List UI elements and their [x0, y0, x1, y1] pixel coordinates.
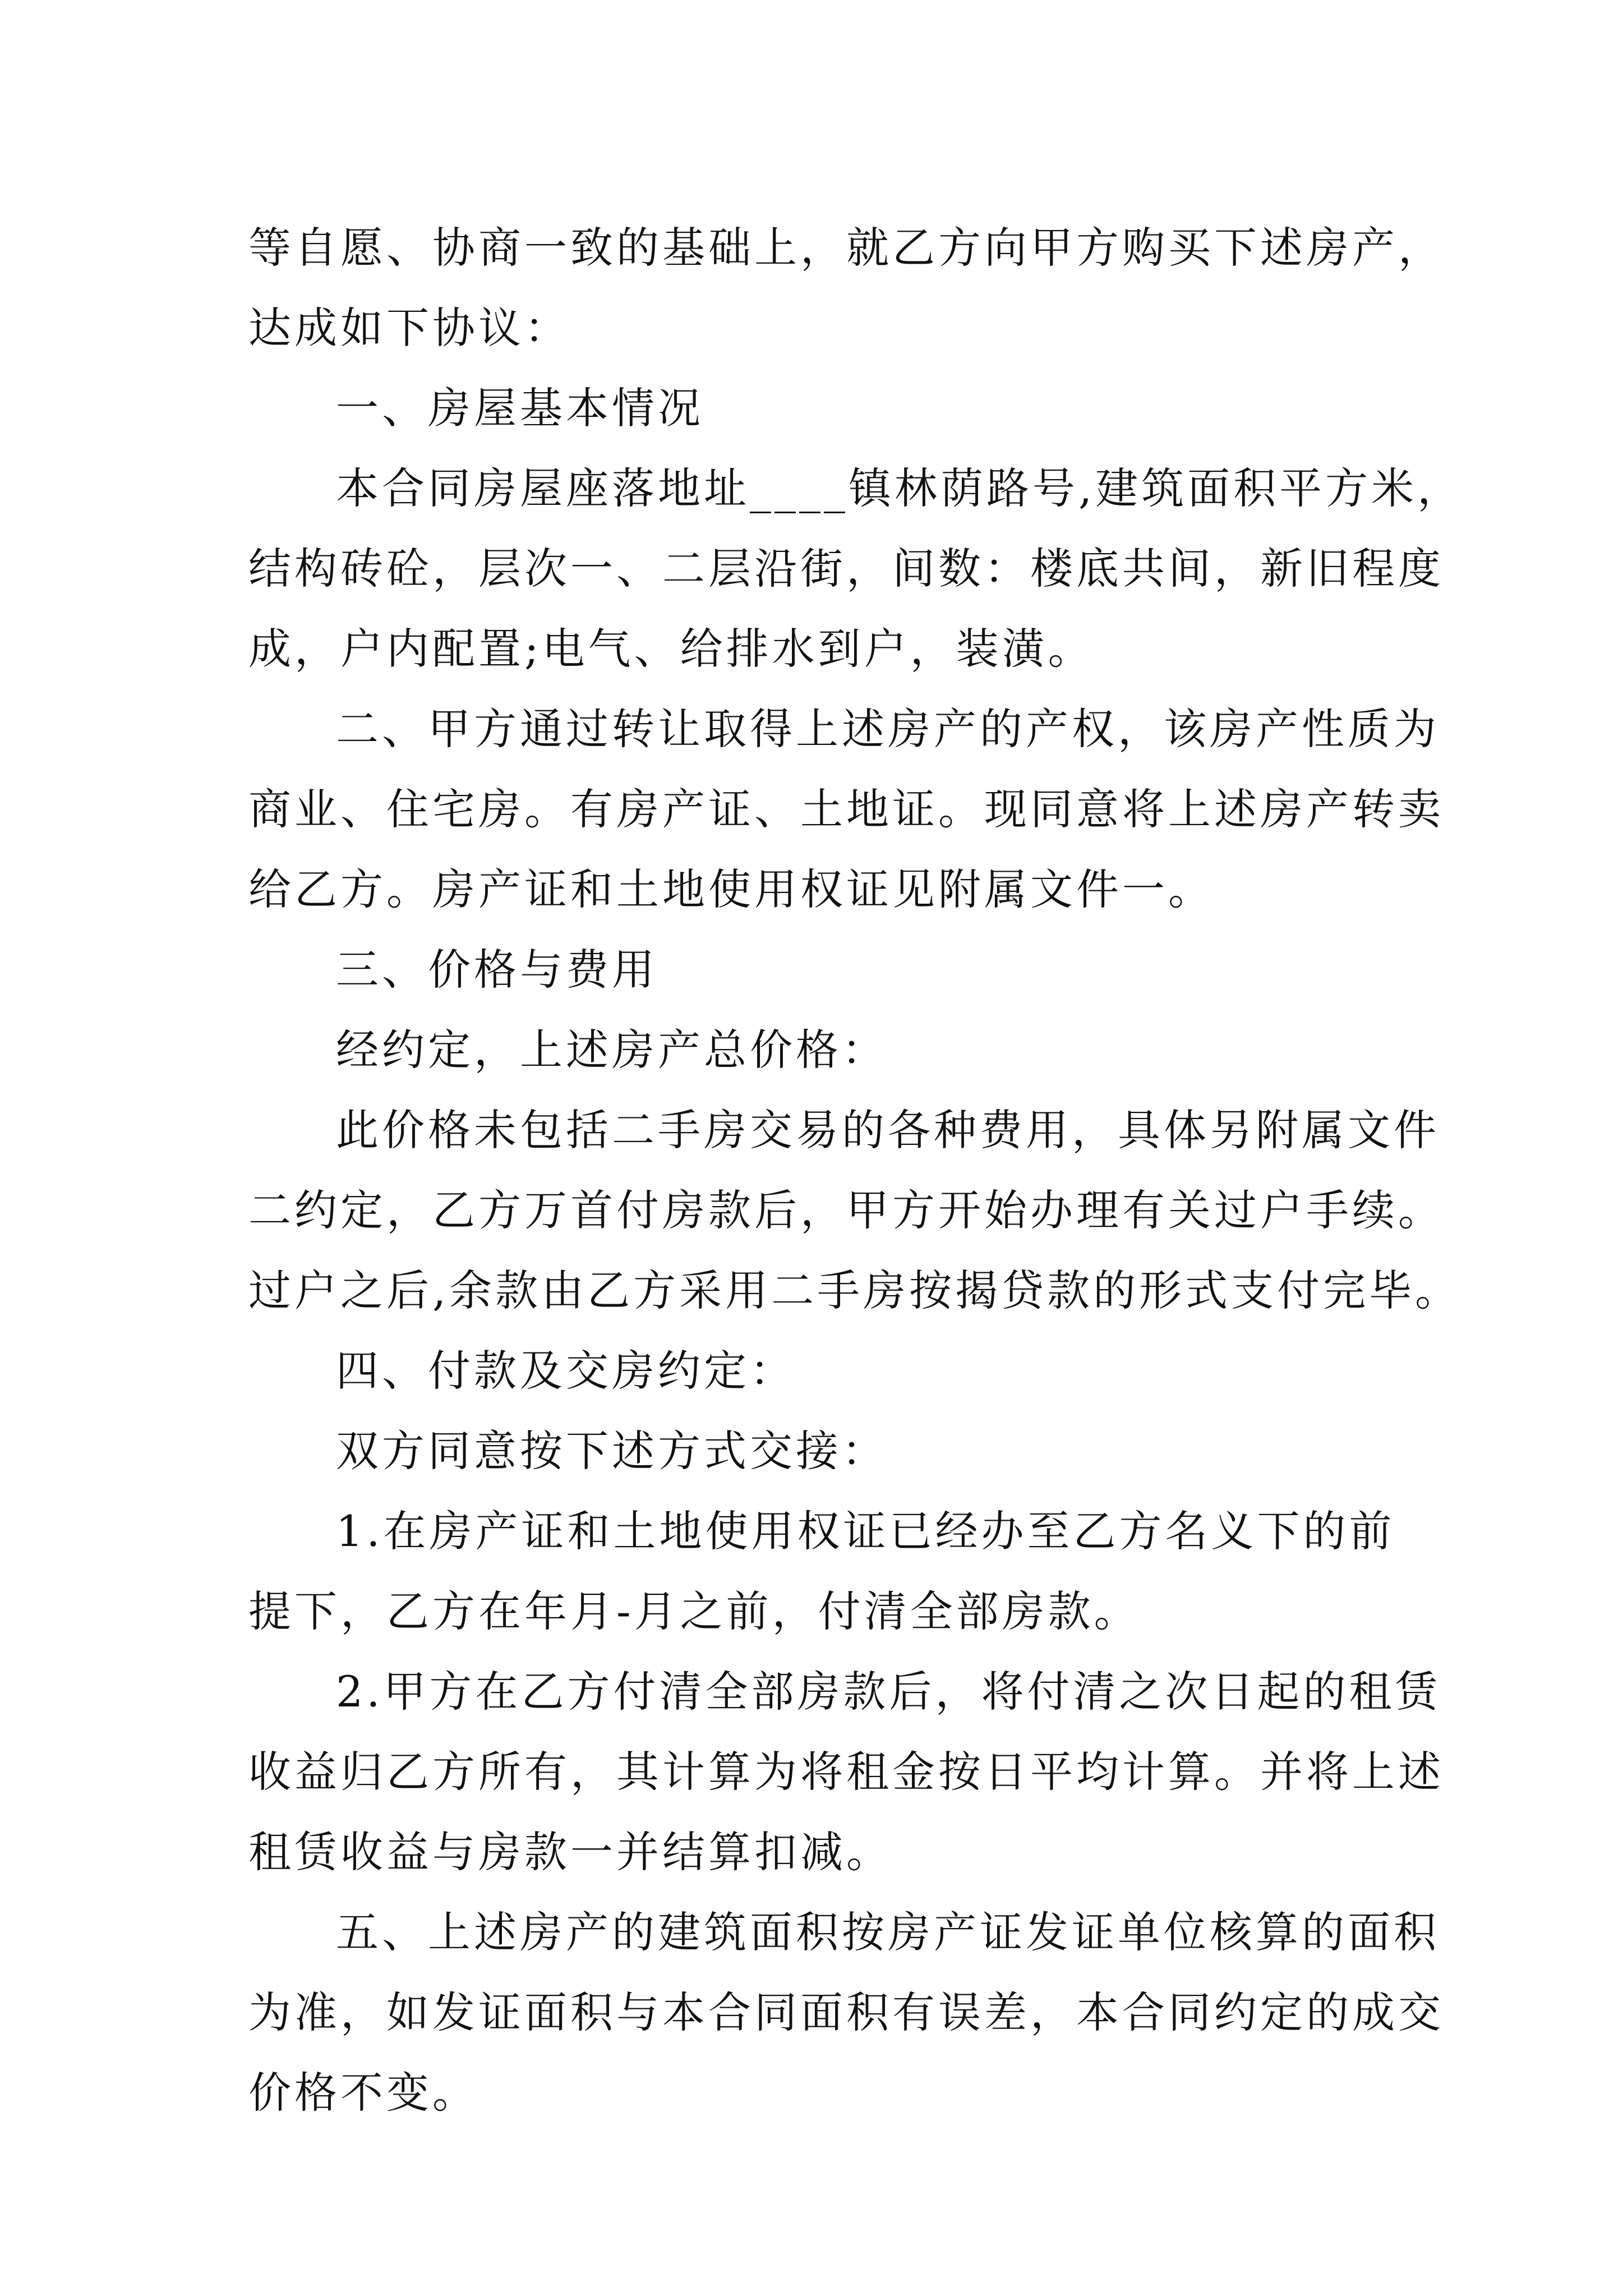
text-line: 商业、住宅房。有房产证、土地证。现同意将上述房产转卖	[248, 784, 1444, 834]
text-line: 为准，如发证面积与本合同面积有误差，本合同约定的成交	[248, 1987, 1444, 2037]
text-line: 给乙方。房产证和土地使用权证见附属文件一。	[248, 864, 1214, 914]
section-heading-payment-handover	[248, 1331, 1388, 1411]
paragraph-area-verification	[248, 1892, 1444, 2133]
paragraph-clause-2	[248, 1651, 1444, 1892]
text-line: 2.甲方在乙方付清全部房款后，将付清之次日起的租赁	[336, 1667, 1441, 1717]
text-line: 五、上述房产的建筑面积按房产证发证单位核算的面积	[336, 1907, 1440, 1957]
text-line: 经约定，上述房产总价格：	[336, 1025, 888, 1075]
text-line: 1.在房产证和土地使用权证已经办至乙方名义下的前	[336, 1506, 1395, 1556]
paragraph-house-location	[248, 448, 1464, 689]
text-line: 收益归乙方所有，其计算为将租金按日平均计算。并将上述	[248, 1747, 1444, 1797]
text-line: 成，户内配置;电气、给排水到户，装潢。	[248, 624, 1094, 674]
paragraph-agreement-intro	[248, 208, 1444, 368]
text-line: 一、房屋基本情况	[336, 383, 704, 433]
text-line: 过户之后,余款由乙方采用二手房按揭贷款的形式支付完毕。	[248, 1266, 1461, 1315]
text-line: 等自愿、协商一致的基础上，就乙方向甲方购买下述房产，	[248, 223, 1444, 273]
section-heading-price-fees	[248, 930, 1388, 1010]
text-line: 价格不变。	[248, 2068, 478, 2118]
paragraph-handover-method	[248, 1411, 1388, 1491]
text-line: 租赁收益与房款一并结算扣减。	[248, 1827, 892, 1877]
text-line: 提下，乙方在年月-月之前，付清全部房款。	[248, 1586, 1140, 1636]
text-line: 三、价格与费用	[336, 945, 658, 995]
paragraph-clause-1	[248, 1491, 1395, 1651]
text-line: 此价格未包括二手房交易的各种费用，具体另附属文件	[336, 1105, 1440, 1155]
paragraph-property-rights	[248, 689, 1444, 930]
text-line: 双方同意按下述方式交接：	[336, 1426, 888, 1476]
text-line: 结构砖砼，层次一、二层沿街，间数：楼底共间，新旧程度	[248, 544, 1444, 593]
text-line: 本合同房屋座落地址____镇林荫路号,建筑面积平方米，	[336, 463, 1464, 513]
text-line: 二、甲方通过转让取得上述房产的产权，该房产性质为	[336, 704, 1440, 754]
text-line: 四、付款及交房约定：	[336, 1346, 796, 1396]
text-line: 二约定，乙方万首付房款后，甲方开始办理有关过户手续。	[248, 1185, 1444, 1235]
text-line: 达成如下协议：	[248, 303, 570, 353]
paragraph-fees-payment	[248, 1090, 1461, 1331]
paragraph-total-price	[248, 1010, 1388, 1090]
section-heading-house-basics	[248, 368, 1388, 448]
document-body	[248, 208, 1464, 2133]
